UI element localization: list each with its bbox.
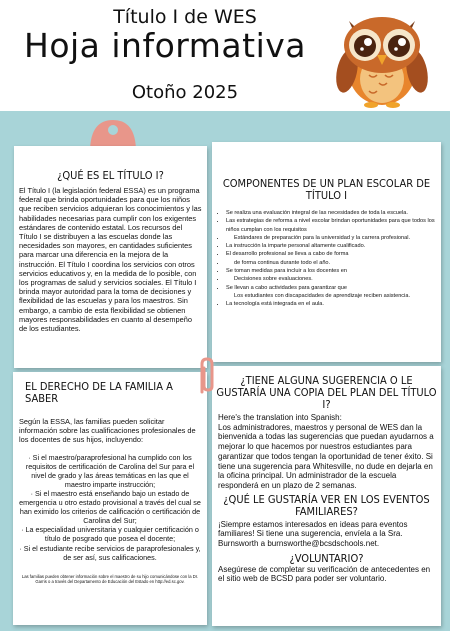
card-plan-components (212, 142, 441, 362)
components-item: • La instrucción la imparte personal altamente cualificado. (226, 242, 437, 250)
family-right-intro: Según la ESSA, las familias pueden solicitar información sobre las cualificaciones profesionales de los docentes de sus hijos, incluyendo: (19, 417, 196, 445)
components-item: • Se toman medidas para incluir a los docentes en (226, 267, 437, 275)
header-school-title: Título I de WES (113, 6, 257, 28)
header-main-title: Hoja informativa (24, 26, 306, 65)
suggestions-translated-label: Here's the translation into Spanish: (218, 413, 342, 422)
components-item: • Decisiones sobre evaluaciones. (226, 275, 437, 283)
family-right-heading: EL DERECHO DE LA FAMILIA A SABER (25, 380, 173, 405)
card-suggestions (212, 366, 441, 626)
family-right-list-item: · Si el maestro está enseñando bajo un estado de emergencia u otro estado provisional a través del cual se han eximido los criterios de calificación o certificación de Carolina del Sur; (19, 488, 201, 526)
suggestions-body: Los administradores, maestros y personal de WES dan la bienvenida a todas las sugerencias que puedan ayudarnos a mejorar lo que hacemos por nuestros estudiantes para garantizar que todos tengan la oportunidad de tener éxito. Si tiene una sugerencia para Whitesville, no dude en dejarla en la oficina principal. Un administrador de la escuela responderá en un plazo de 2 semanas. (218, 422, 434, 490)
card-family-right-to-know (13, 372, 207, 625)
components-list (212, 209, 441, 309)
events-heading: ¿QUÉ LE GUSTARÍA VER EN LOS EVENTOS FAMILIARES? (223, 492, 430, 518)
components-item: • El desarrollo profesional se lleva a cabo de forma (226, 250, 437, 258)
components-item: • Se realiza una evaluación integral de las necesidades de toda la escuela. (226, 209, 437, 217)
card-what-is-title-one (14, 146, 207, 368)
paper-clip-icon (192, 356, 222, 396)
components-item: • Se llevan a cabo actividades para garantizar que (226, 284, 437, 292)
header-season: Otoño 2025 (131, 82, 239, 103)
family-right-fine-print: Las familias pueden obtener información sobre el maestro de su hijo comunicándose con la Dr. Garris o a través del Departamento de Educación del Estado en http://ed.sc.gov. (21, 573, 199, 585)
components-item: • de forma continua durante todo el año. (226, 259, 437, 267)
owl-icon (327, 5, 437, 109)
family-right-list-item: · Si el maestro/paraprofesional ha cumplido con los requisitos de certificación de Carolina del Sur para el nivel de grado y las áreas temáticas en las que el maestro imparte instrucción; (25, 452, 195, 489)
family-right-list-item: · La especialidad universitaria y cualquier certificación o título de posgrado que posea el docente; (21, 525, 199, 544)
title-one-body: El Título I (la legislación federal ESSA) es un programa federal que brinda oportunidades para que los niños que reciben servicios adquieran los conocimientos y las habilidades necesarias para cumplir con los exigentes estándares de contenido estatal. Los recursos del Título I se distribuyen a las escuelas donde las necesidades son mayores, en cantidades suficientes para marcar una diferencia en la mejora de la instrucción. El Título I coordina los servicios con otros servicios educativos y, en la medida de lo posible, con los programas de salud y servicios sociales. El Título I brinda mayor autoridad para la toma de decisiones y flexibilidad de las escuelas y para los maestros. Sin embargo, a cambio de esta flexibilidad se obtienen mayores responsabilidades en cuanto al desempeño de los estudiantes. (19, 186, 202, 334)
volunteer-body: Asegúrese de completar su verificación de antecedentes en el sitio web de BCSD para poder ser voluntario. (218, 564, 431, 584)
family-right-list-item: · Si el estudiante recibe servicios de paraprofesionales y, de ser así, sus calificaciones. (19, 543, 201, 562)
volunteer-heading: ¿VOLUNTARIO? (289, 551, 364, 565)
events-body: ¡Siempre estamos interesados en ideas para eventos familiares! Si tiene una sugerencia, envíela a la Sra. Burnsworth a burnsworthe@bcsdschools.net. (218, 519, 408, 549)
components-item: • Estándares de preparación para la universidad y la carrera profesional. (226, 234, 437, 242)
title-one-heading: ¿QUÉ ES EL TÍTULO I? (57, 169, 164, 182)
components-item: Los estudiantes con discapacidades de aprendizaje reciben asistencia. (234, 292, 411, 299)
suggestions-heading: ¿TIENE ALGUNA SUGERENCIA O LE GUSTARÍA UNA COPIA DEL PLAN DEL TÍTULO I? (216, 374, 437, 411)
components-heading: COMPONENTES DE UN PLAN ESCOLAR DE TÍTULO I (222, 177, 431, 202)
components-item: • Las estrategias de reforma a nivel escolar brindan oportunidades para que todos los niños cumplan con los requisitos (226, 217, 437, 234)
components-item: • La tecnología está integrada en el aula. (226, 300, 437, 308)
family-right-list (13, 445, 207, 562)
